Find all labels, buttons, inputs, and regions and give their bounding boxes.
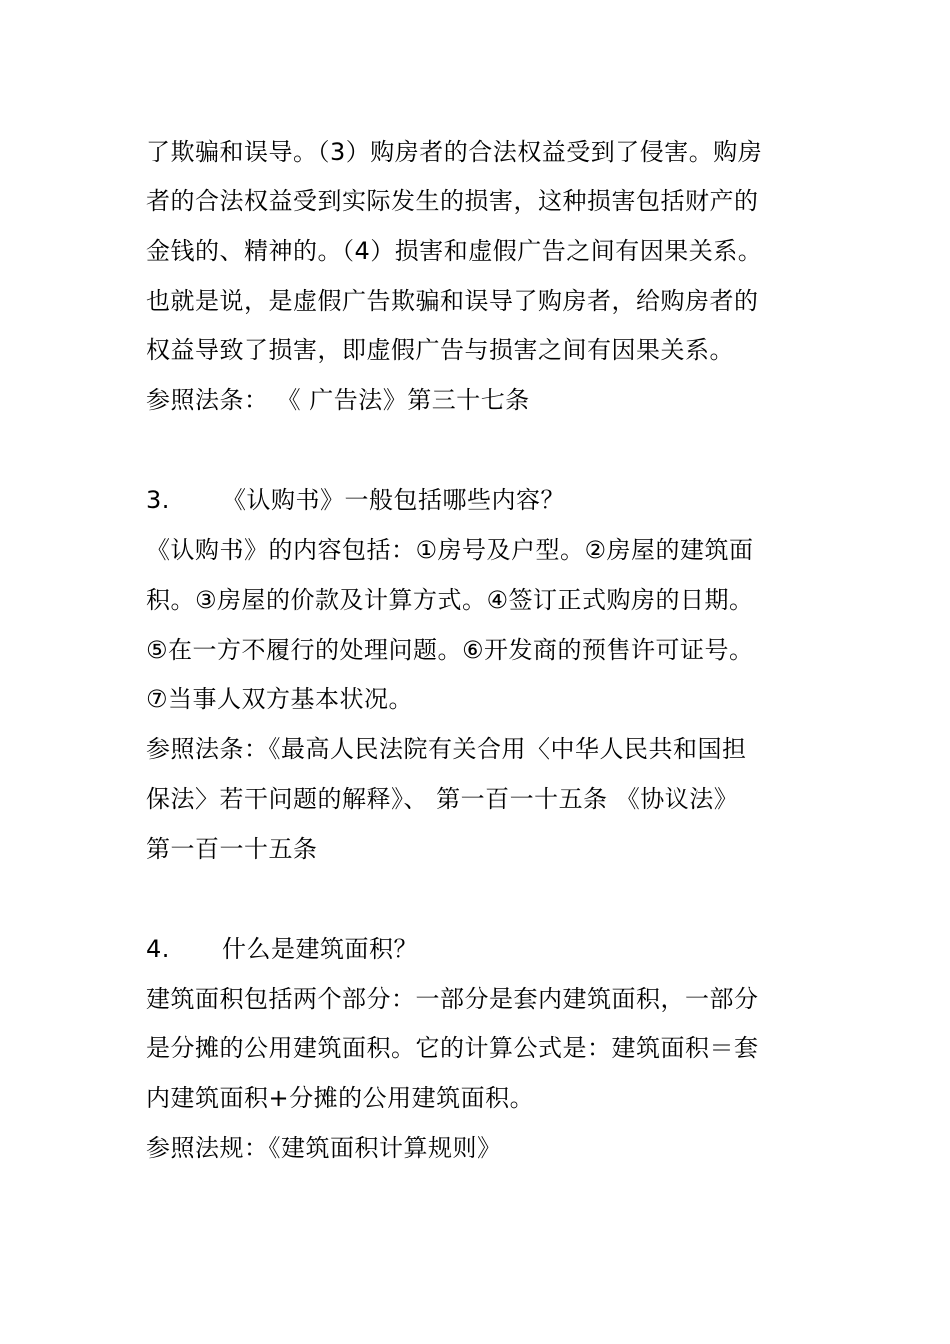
question-3-heading bbox=[146, 483, 826, 517]
q3-answer-line-3: ⑤在一方不履行的处理问题。⑥开发商的预售许可证号。 bbox=[146, 636, 754, 664]
q4-reference: 参照法规：《建筑面积计算规则》 bbox=[146, 1134, 502, 1162]
q3-answer-line-1: 《认购书》的内容包括：①房号及户型。②房屋的建筑面 bbox=[146, 536, 754, 564]
intro-line-1: 了欺骗和误导。（3）购房者的合法权益受到了侵害。购房 bbox=[146, 138, 763, 166]
intro-line-2: 者的合法权益受到实际发生的损害，这种损害包括财产的 bbox=[146, 187, 759, 215]
intro-line-3: 金钱的、精神的。（4）损害和虚假广告之间有因果关系。 bbox=[146, 237, 763, 265]
q3-reference-line-1: 参照法条：《最高人民法院有关合用〈中华人民共和国担 bbox=[146, 735, 747, 763]
question-3-number: 3. bbox=[146, 486, 170, 514]
question-4-heading bbox=[146, 932, 826, 966]
question-4-text: 什么是建筑面积？ bbox=[222, 935, 418, 963]
q4-answer-line-3: 内建筑面积+分摊的公用建筑面积。 bbox=[146, 1084, 535, 1112]
q3-reference-line-2: 保法〉若干问题的解释》、 第一百一十五条 《协议法》 bbox=[146, 785, 739, 813]
q3-answer-line-4: ⑦当事人双方基本状况。 bbox=[146, 685, 414, 713]
q3-reference-line-3: 第一百一十五条 bbox=[146, 835, 318, 863]
question-3-text: 《认购书》一般包括哪些内容？ bbox=[222, 486, 565, 514]
question-4-number: 4. bbox=[146, 935, 170, 963]
q3-answer-line-2: 积。③房屋的价款及计算方式。④签订正式购房的日期。 bbox=[146, 586, 754, 614]
intro-line-5: 权益导致了损害，即虚假广告与损害之间有因果关系。 bbox=[146, 336, 734, 364]
intro-reference: 参照法条： 《 广告法》第三十七条 bbox=[146, 386, 530, 414]
intro-line-4: 也就是说，是虚假广告欺骗和误导了购房者，给购房者的 bbox=[146, 287, 759, 315]
q4-answer-line-2: 是分摊的公用建筑面积。它的计算公式是：建筑面积＝套 bbox=[146, 1034, 759, 1062]
q4-answer-line-1: 建筑面积包括两个部分：一部分是套内建筑面积，一部分 bbox=[146, 985, 759, 1013]
